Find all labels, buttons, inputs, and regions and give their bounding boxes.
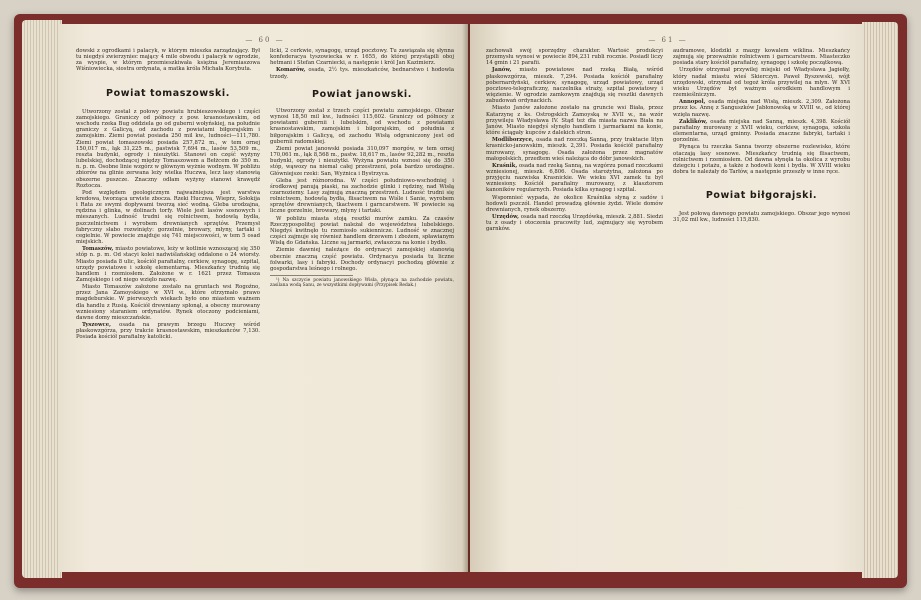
paragraph-text: osada na prawym brzegu Huczwy wśród płaskowzgórza, przy trakcie krasnostawskim, mieszkańców 7,130. Posiada kościół parafialny katolicki. xyxy=(76,322,260,341)
paragraph xyxy=(76,246,260,283)
paragraph-text: miasto powiatowe, leży w kotlinie wznoszącej się 350 stóp n. p. m. Od stacyi kolei nadwiślańskiej oddalone o 24 wiorsty. Miasto posiada 8 ulic, kościół parafialny, cerkiew, synagogę, szpital, urzędy powiatowe i szkołę elementarną. Mieszkańcy trudnią się handlem i rzemiosłem. Założone w r. 1621 przez Tomasza Zamojskiego i od niego wzięło nazwę. xyxy=(76,246,260,283)
place-name: Annopol, xyxy=(679,99,706,106)
paragraph-text: osada miejska nad Wisłą, mieszk. 2,309. Założona przez ks. Annę z Sanguszków Jabłonowską w XVIII w., od której wzięła nazwę. xyxy=(673,99,850,118)
paragraph: W pobliżu miasta stoją resztki murów zamku. Za czasów Rzeczypospolitej powiat należał do województwa lubelskiego. Niegdyś kwitnęło tu rzemiosło sukiennicze. Ludność w znacznej części zajmuje się również handlem drzewem i zbożem, spławianym Wisłą do Gdańska. Liczne są jarmarki, zwłaszcza na konie i bydło. xyxy=(270,215,454,247)
paragraph xyxy=(486,214,663,232)
paragraph: audramowe, klodziki z mazgy kowalem wiklina. Mieszkańcy zajmują się przeważnie rolnictwem i garncarstwem. Miasteczko posiada stary kościół parafialny, synagogę i szkołę początkową. xyxy=(673,48,850,67)
place-name: Zaklików, xyxy=(679,118,708,125)
paragraph: Miasto Janów założone zostało na gruncie wsi Biała, przez Katarzynę z ks. Ostrogskich Zamoyską w XVII w., na wzór przywileju Władysława IV. Stąd też dla miasta nazwa Biała na Janów. Miasto niegdyś słynęło handlem i jarmarkami na konie, które ściągały kupców z dalekich stron. xyxy=(486,105,663,137)
paragraph: Gleba jest różnorodna. W części południowo-wschodniej i środkowej panują piaski, na zachodzie glinki i rędziny, nad Wisłą czarnoziemy. Lasy zajmują znaczną przestrzeń. Ludność trudni się rolnictwem, hodowlą bydła, flisactwem na Wiśle i Sanie, wyrobem sprzętów drewnianych, tkactwem i garncarstwem. W powiecie są liczne gorzelnie, browary, młyny i tartaki. xyxy=(270,177,454,215)
page-edges-right xyxy=(862,22,898,578)
paragraph xyxy=(673,99,850,117)
paragraph-text: osada miejska nad Sanną, mieszk. 4,398. Kościół parafialny murowany z XVII wieku, cerkiew, synagoga, szkoła elementarna, urząd gminny. Posiada znaczne fabryki, tartaki i gorzelnie. xyxy=(673,118,850,144)
paragraph-text: osada, 2½ tys. mieszkańców, bednarstwo i hodowla trzody. xyxy=(270,67,454,80)
paragraph: Urzędów otrzymał przywilej miejski od Władysława Jagiełły, który nadał miastu wieś Skierczyn. Paweł Byszewski, wójt urzędowski, otrzymał od tegoż króla przywilej na młyn. W XVI wieku Urzędów był ważnym ośrodkiem handlowym i rzemieślniczym. xyxy=(673,67,850,99)
paragraph: licki, 2 cerkwie, synagogę, urząd pocztowy. Tu zawiązała się słynna konfederacya tyszowiecka w r. 1655, do której przystąpili oboj hetmani i Stefan Czarniecki, a następnie i król Jan Kazimierz. xyxy=(270,48,454,67)
paragraph: Ziemi powiat janowski posiada 310,097 morgów, w tem ornej 170,061 m., łąk 8,568 m., pastw. 18,617 m., lasów 92,282 m., reszta budynki, ogrody i nieużytki. Wyżyna powiatu wznosi się do 350 stóp, wąwozy na niemal całej przestrzeni, pola bardzo urodzajne. Główniejsze rzeki: San, Wyżnica i Bystrzyca. xyxy=(270,145,454,177)
paragraph xyxy=(673,119,850,144)
paragraph: zachowali swój sporzędny charakter. Wartość produkcyi przemysłu wynosi w powiecie 894,231 rubli rocznie. Posiadł liczy 14 gmin i 21 parafii. xyxy=(486,48,663,67)
page-edges-left xyxy=(22,20,62,578)
paragraph xyxy=(486,163,663,194)
paragraph-text: osada nad rzeką Sanną, na wzgórzu ponad rzeczkami wzniesionej, mieszk. 6,806. Osada starożytna, założona po przyjęciu nazwiska Krasnickie. We wieku XVI zamek tu był wzniesiony. Kościół parafialny murowany, z klasztorem kanoników regularnych. Posiada kilka synagog i szpital. xyxy=(486,162,663,194)
paragraph-text: osada nad rzeczką Sanną, przy traktacie lityn krasnicko-janowskim, mieszk. 2,391. Posiada kościół parafialny murowany, synagogę. Osada założona przez magnatów małopolskich, przedtem wieś należąca do dóbr janowskich. xyxy=(486,137,663,162)
paragraph xyxy=(486,67,663,104)
place-name: Janów, xyxy=(492,67,512,74)
section-heading-janowski: Powiat janowski. xyxy=(312,88,412,100)
section-heading-tomaszowski: Powiat tomaszowski. xyxy=(106,87,230,99)
page-number-right: — 61 — xyxy=(648,36,688,44)
paragraph: Jest połową dawnego powiatu zamojskiego. Obszar jego wynosi 31,02 mil kw., ludności 115,830. xyxy=(673,211,850,224)
footnote: ¹) Na szczycie powiatu janowskiego Wisła, płynąca na zachodzie powiatu, zasilana wodą Sanu, ze wszystkimi dopływami (Przypisek Redak.) xyxy=(270,278,454,289)
paragraph: Wspomnieć wypada, że okolice Kraśnika słyną z sadów i hodowli pszczół. Handel prowadzą głównie żydzi. Wiele domów drewnianych, rynek obszerny. xyxy=(486,194,663,213)
place-name: Urzędów, xyxy=(492,214,519,221)
right-page-column-2 xyxy=(673,48,850,572)
paragraph: dowski z ogrodkami i palacyk, w którym mieszka zarządzający. Był tu niegdyś zwierzyniec mający 4 mile obwodu i pałacyk w ogrodzie, za wyspie, w którym przemieszkiwała księżna Jeremiaszowa Wiśniowiecka, siostra ordynata, a matka króla Michała Korybuta. xyxy=(76,48,260,73)
left-page xyxy=(58,24,468,572)
page-number-left: — 60 — xyxy=(245,36,285,44)
section-heading-bilgorajski: Powiat biłgorajski. xyxy=(705,190,818,202)
paragraph-text: miasto powiatowe nad rzeką Białą, wśród płaskowzgórza, mieszk. 7,294. Posiada kościół parafialny pobernardyński, cerkiew, synagogę, urząd powiatowy, urząd pocztowo-telegraficzny, naczelnika straży, szpital powiatowy i więzienie. W ogrodzie zamkowym znajdują się resztki dawnych zabudowań ordynackich. xyxy=(486,67,663,105)
footnote-rule xyxy=(270,275,353,276)
place-name: Tomaszów, xyxy=(82,246,114,253)
paragraph xyxy=(270,67,454,79)
paragraph: Płynąca tu rzeczka Sanna tworzy obszerne rozlewisko, które otaczają lasy sosnowe. Mieszkańcy trudnią się flisactwem, rolnictwem i rzemiosłem. Od dawna słynęła ta okolica z wyrobu dziegciu i potażu, a także z hodowli koni i bydła. W XVIII wieku dobra te należały do Tarłów, a następnie przeszły w inne ręce. xyxy=(673,144,850,175)
place-name: Kraśnik, xyxy=(492,162,518,169)
paragraph: Ziemie dawniej należące do ordynacyi zamojskiej stanowią obecnie znaczną część powiatu. Ordynacya posiada tu liczne folwarki, lasy i fabryki. Dochody ordynacyi pochodzą głównie z gospodarstwa leśnego i rolnego. xyxy=(270,247,454,272)
paragraph xyxy=(486,137,663,162)
paragraph: Utworzony został z połowy powiatu hrubieszowskiego i części zamojskiego. Graniczy od północy z pow. krasnostawskim, od wschodu rzeka Bug oddziela go od guberni wołyńskiej, na południe graniczy z Galicyą, od zachodu z powiatami biłgorajskim i zamojskim. Ziemi powiat posiada 250 mil kw., ludności—111,780. Ziemi powiat tomaszowski posiada 257,872 m., w tem ornej 150,017 m., łąk 31,225 m., pastwisk 7,694 m., lasów 53,509 m., reszta budynki, ogrody i nieużytki. Stanowi on część wyżyny lubelskiej, dochodzącej między Tomaszowem a Bełżcem do 350 m. n. p. m. Osobne linie wzgórz w głównym wyżnie wodnym. W pobliżu zbiorów na glinie zerwana leży wielka Huczwa, lecz lasy stanowią obszerne puszcze. Znaczny odłam wyżyny stanowi krawędź Roztocza. xyxy=(76,108,260,189)
left-page-column-2 xyxy=(270,48,454,572)
place-name: Tyszowce, xyxy=(82,322,111,329)
paragraph: Miasto Tomaszów założone zostało na gruntach wsi Rogoźno, przez Jana Zamoyskiego w XVI w., które otrzymało prawo magdeburskie. W pierwszych wiekach było ono miastem ważnem dla handlu z Rusią. Kościół drewniany spłonął, a obecny murowany wzniesiony staraniem ordynatów. Rynek otoczony podcieniami, dawne domy mieszczańskie. xyxy=(76,284,260,321)
paragraph xyxy=(76,322,260,340)
place-name: Modliborzyce, xyxy=(492,137,534,144)
right-page-column-1 xyxy=(486,48,663,572)
place-name: Komarów, xyxy=(276,67,306,74)
paragraph-text: osada nad rzeczką Urzędówką, mieszk. 2,881. Siedzi tu z osady i otoczenia pracowity lud, zajmujący się wyrobem garnków. xyxy=(486,214,663,233)
paragraph: Pod względem geologicznym najważniejsza jest warstwa kredowa, tworząca urwiste zbocza. Rzeki Huczwa, Wieprz, Sołokija i Rata ze swymi dopływami tworzą sieć wodną. Gleba urodzajna, rędzina i glinka, w dolinach torfy. Wiele jest lasów sosnowych i mieszanych. Ludność trudni się rolnictwem, hodowlą bydła, pszczelnictwem i wyrobem drewnianych sprzętów. Przemysł fabryczny słabo rozwinięty: gorzelnie, browary, młyny, tartaki i cegielnie. W powiecie znajduje się 741 miejscowości, w tem 5 osad miejskich. xyxy=(76,189,260,246)
right-page xyxy=(470,24,864,572)
paragraph: Utworzony został z trzech części powiatu zamojskiego. Obszar wynosi 18,50 mil kw., ludności 115,602. Graniczy od północy z powiatami gubernii i lubelskim, od wschodu z powiatami krasnostawskim, zamojskim i biłgorajskim, od południa z biłgorajskim i Galicyą, od zachodu Wisłą odgraniczony jest od gubernii radomskiej. xyxy=(270,107,454,145)
left-page-column-1 xyxy=(76,48,260,572)
